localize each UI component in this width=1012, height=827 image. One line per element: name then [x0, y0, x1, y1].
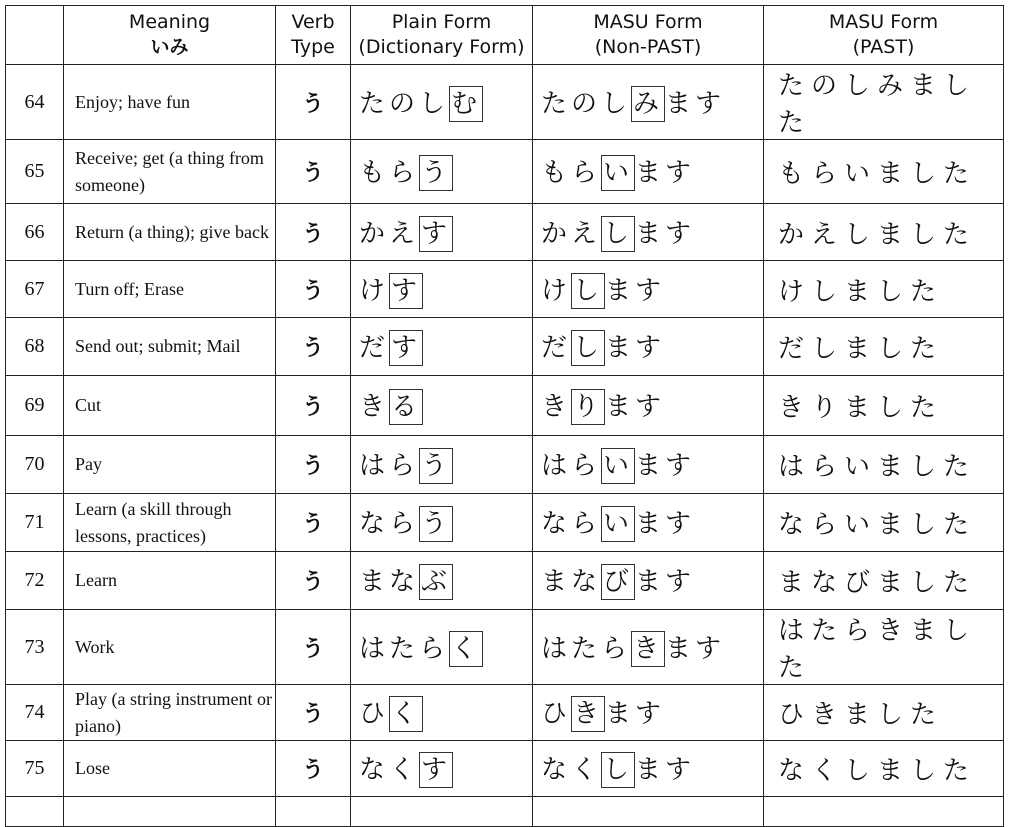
table-row [6, 65, 1004, 140]
header-masu-2: (Non-PAST) [594, 36, 702, 58]
row-verb-type: う [276, 376, 351, 436]
masu-stem: もら [541, 158, 602, 188]
plain-stem: なく [359, 755, 420, 785]
plain-ending-boxed: く [389, 696, 423, 732]
table-row [6, 741, 1004, 797]
table-row [6, 318, 1004, 376]
row-number: 70 [6, 436, 64, 494]
masu-stem: まな [541, 567, 602, 597]
row-number: 64 [6, 65, 64, 140]
masu-stem-boxed: き [631, 631, 665, 667]
plain-ending-boxed: う [419, 448, 453, 484]
row-number: 73 [6, 610, 64, 685]
row-meaning: Play (a string instrument or piano) [64, 685, 276, 741]
header-meaning-jp: いみ [150, 36, 189, 58]
masu-stem-boxed: し [601, 216, 635, 252]
table-row [6, 685, 1004, 741]
plain-stem: たのし [359, 88, 450, 119]
plain-stem: はら [359, 451, 420, 481]
row-verb-type: う [276, 685, 351, 741]
row-masu-form [533, 140, 764, 204]
header-meaning [64, 6, 276, 65]
masu-ending: ます [605, 275, 666, 306]
header-plain-1: Plain Form [391, 11, 492, 33]
row-plain-form [351, 204, 533, 261]
row-masu-past: ひきました [764, 685, 1004, 741]
plain-ending-boxed: う [419, 155, 453, 191]
plain-stem: はたら [359, 633, 450, 664]
row-masu-form [533, 685, 764, 741]
table-row [6, 376, 1004, 436]
masu-stem: き [541, 392, 572, 422]
plain-ending-boxed: す [419, 216, 453, 252]
row-meaning: Learn (a skill through lessons, practices) [64, 494, 276, 552]
header-type-2: Type [291, 36, 335, 58]
plain-ending-boxed: る [389, 389, 423, 425]
row-masu-past: けしました [764, 261, 1004, 318]
masu-stem-boxed: し [601, 752, 635, 788]
masu-stem-boxed: い [601, 506, 635, 542]
row-masu-form [533, 318, 764, 376]
row-number: 72 [6, 552, 64, 610]
row-masu-past: かえしました [764, 204, 1004, 261]
plain-stem: だ [359, 333, 390, 363]
row-verb-type: う [276, 318, 351, 376]
row-meaning: Cut [64, 376, 276, 436]
table-row [6, 610, 1004, 685]
masu-stem-boxed: み [631, 86, 665, 122]
plain-ending-boxed: す [389, 330, 423, 366]
row-masu-past: はたらきました [764, 610, 1004, 685]
table-row [6, 140, 1004, 204]
header-plain-2: (Dictionary Form) [358, 36, 525, 58]
verb-table [5, 5, 1004, 827]
row-masu-form [533, 65, 764, 140]
masu-stem-boxed: き [571, 696, 605, 732]
row-number: 69 [6, 376, 64, 436]
row-meaning: Return (a thing); give back [64, 204, 276, 261]
row-masu-past: きりました [764, 376, 1004, 436]
plain-stem: ひ [359, 699, 390, 729]
row-masu-past: ならいました [764, 494, 1004, 552]
plain-ending-boxed: ぶ [419, 564, 453, 600]
row-meaning: Enjoy; have fun [64, 65, 276, 140]
masu-ending: ます [635, 218, 696, 249]
header-past [764, 6, 1004, 65]
row-number: 67 [6, 261, 64, 318]
row-verb-type: う [276, 552, 351, 610]
row-number: 68 [6, 318, 64, 376]
row-meaning: Lose [64, 741, 276, 797]
masu-stem: はたら [541, 633, 632, 664]
row-number: 66 [6, 204, 64, 261]
masu-stem: はら [541, 451, 602, 481]
row-verb-type: う [276, 140, 351, 204]
masu-ending: ます [635, 451, 696, 481]
masu-ending: ます [665, 633, 726, 664]
row-number: 65 [6, 140, 64, 204]
row-number: 74 [6, 685, 64, 741]
row-meaning: Receive; get (a thing from someone) [64, 140, 276, 204]
masu-stem: かえ [541, 218, 602, 249]
row-verb-type: う [276, 494, 351, 552]
row-number: 75 [6, 741, 64, 797]
row-verb-type: う [276, 741, 351, 797]
plain-stem: き [359, 392, 390, 422]
row-plain-form [351, 741, 533, 797]
row-masu-form [533, 261, 764, 318]
plain-stem: もら [359, 158, 420, 188]
plain-ending-boxed: す [419, 752, 453, 788]
masu-ending: ます [605, 699, 666, 729]
masu-ending: ます [635, 509, 696, 539]
row-number: 71 [6, 494, 64, 552]
masu-stem: け [541, 275, 572, 306]
header-type-1: Verb [291, 11, 335, 33]
plain-ending-boxed: む [449, 86, 483, 122]
row-plain-form [351, 494, 533, 552]
masu-stem: なく [541, 755, 602, 785]
row-plain-form [351, 65, 533, 140]
row-masu-form [533, 494, 764, 552]
row-masu-past: なくしました [764, 741, 1004, 797]
masu-ending: ます [635, 158, 696, 188]
masu-ending: ます [605, 333, 666, 363]
row-meaning: Send out; submit; Mail [64, 318, 276, 376]
masu-stem-boxed: び [601, 564, 635, 600]
masu-ending: ます [665, 88, 726, 119]
row-masu-form [533, 436, 764, 494]
row-plain-form [351, 318, 533, 376]
row-meaning: Learn [64, 552, 276, 610]
row-plain-form [351, 610, 533, 685]
header-num [6, 6, 64, 65]
row-masu-form [533, 610, 764, 685]
row-plain-form [351, 140, 533, 204]
masu-stem-boxed: い [601, 155, 635, 191]
masu-stem-boxed: し [571, 330, 605, 366]
plain-ending-boxed: す [389, 273, 423, 309]
row-verb-type: う [276, 261, 351, 318]
row-meaning: Pay [64, 436, 276, 494]
table-row [6, 552, 1004, 610]
header-past-2: (PAST) [852, 36, 915, 58]
table-row [6, 261, 1004, 318]
masu-stem: たのし [541, 88, 632, 119]
row-masu-past: だしました [764, 318, 1004, 376]
plain-stem: け [359, 275, 390, 306]
masu-stem-boxed: い [601, 448, 635, 484]
row-meaning: Turn off; Erase [64, 261, 276, 318]
row-plain-form [351, 436, 533, 494]
row-meaning: Work [64, 610, 276, 685]
masu-stem: だ [541, 333, 572, 363]
header-masu [533, 6, 764, 65]
row-verb-type: う [276, 204, 351, 261]
table-row-partial [6, 797, 1004, 827]
row-masu-past: まなびました [764, 552, 1004, 610]
masu-stem-boxed: り [571, 389, 605, 425]
row-plain-form [351, 685, 533, 741]
masu-stem: ひ [541, 699, 572, 729]
header-type [276, 6, 351, 65]
row-masu-form [533, 552, 764, 610]
header-masu-1: MASU Form [593, 11, 703, 33]
masu-ending: ます [635, 755, 696, 785]
plain-stem: なら [359, 509, 420, 539]
row-masu-form [533, 741, 764, 797]
header-plain [351, 6, 533, 65]
masu-stem: なら [541, 509, 602, 539]
row-masu-form [533, 204, 764, 261]
row-verb-type: う [276, 610, 351, 685]
masu-ending: ます [635, 567, 696, 597]
row-masu-past: もらいました [764, 140, 1004, 204]
row-plain-form [351, 552, 533, 610]
table-row [6, 436, 1004, 494]
row-masu-past: はらいました [764, 436, 1004, 494]
table-row [6, 204, 1004, 261]
table-row [6, 494, 1004, 552]
row-plain-form [351, 376, 533, 436]
row-plain-form [351, 261, 533, 318]
row-verb-type: う [276, 65, 351, 140]
header-meaning-label: Meaning [128, 11, 211, 33]
row-masu-form [533, 376, 764, 436]
header-row [6, 6, 1004, 65]
plain-ending-boxed: う [419, 506, 453, 542]
plain-stem: かえ [359, 218, 420, 249]
masu-stem-boxed: し [571, 273, 605, 309]
plain-stem: まな [359, 567, 420, 597]
plain-ending-boxed: く [449, 631, 483, 667]
header-past-1: MASU Form [828, 11, 939, 33]
row-masu-past: たのしみました [764, 65, 1004, 140]
row-verb-type: う [276, 436, 351, 494]
masu-ending: ます [605, 392, 666, 422]
